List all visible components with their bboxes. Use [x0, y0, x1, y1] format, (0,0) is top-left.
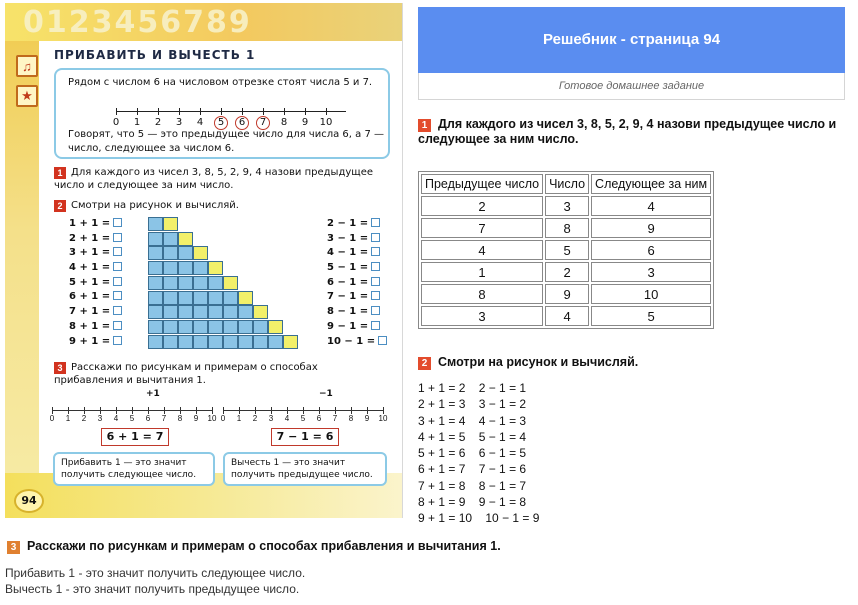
equation-text: 4 − 1 =	[327, 247, 369, 259]
table-cell: 4	[421, 240, 543, 260]
mini-line-label: 4	[284, 414, 290, 423]
mini-line-tick	[148, 407, 149, 414]
mini-line-label: 5	[129, 414, 135, 423]
number-line-tick	[116, 108, 117, 115]
grid-cell	[163, 276, 178, 290]
right-equations	[327, 218, 387, 350]
task-3-text: Расскажи по рисункам и примерам о способах прибавления и вычитания 1.	[27, 539, 501, 553]
table-cell: 3	[421, 306, 543, 326]
grid-cell	[193, 305, 208, 319]
number-line-label: 1	[133, 117, 141, 128]
mini-line-tick	[383, 407, 384, 414]
mini-line-label: 4	[113, 414, 119, 423]
grid-cell	[268, 335, 283, 349]
number-line-tick	[179, 108, 180, 115]
table-cell: 4	[545, 306, 589, 326]
equation	[327, 306, 387, 321]
grid-cell	[148, 246, 163, 260]
grid-cell	[283, 335, 298, 349]
answer-square	[371, 247, 380, 256]
plus-one-label: +1	[146, 389, 160, 399]
mini-line-label: 0	[49, 414, 55, 423]
task-1-text: Для каждого из чисел 3, 8, 5, 2, 9, 4 назови предыдущее число и следующее за ним число.	[418, 117, 837, 146]
equation	[69, 291, 122, 306]
mini-line-label: 2	[81, 414, 87, 423]
star-icon: ★	[16, 85, 38, 107]
table-cell: 6	[591, 240, 711, 260]
equation-text: 5 + 1 =	[69, 276, 111, 288]
answer-square	[113, 233, 122, 242]
mini-line-tick	[164, 407, 165, 414]
mini-line-label: 7	[161, 414, 167, 423]
number-line-label: 4	[196, 117, 204, 128]
equation	[69, 247, 122, 262]
mini-line-tick	[100, 407, 101, 414]
equation-text: 9 + 1 =	[69, 335, 111, 347]
table-row	[421, 240, 711, 260]
table-row	[421, 218, 711, 238]
mini-line-tick	[351, 407, 352, 414]
number-line-tick	[158, 108, 159, 115]
equation	[327, 291, 387, 306]
mini-line-label: 3	[268, 414, 274, 423]
task-badge: 3	[54, 362, 66, 374]
example-minus: 7 − 1 = 6	[271, 428, 339, 446]
page-header-strip	[5, 3, 403, 41]
calculation-line: 2 + 1 = 3 3 − 1 = 2	[418, 397, 527, 412]
mini-line-label: 8	[177, 414, 183, 423]
mini-line-tick	[239, 407, 240, 414]
mini-line-tick	[223, 407, 224, 414]
grid-cell	[238, 335, 253, 349]
answer-square	[371, 218, 380, 227]
grid-cell	[208, 335, 223, 349]
grid-cell	[208, 276, 223, 290]
book-task-3	[54, 361, 389, 387]
grid-cell	[178, 246, 193, 260]
book-task-3-text: Расскажи по рисункам и примерам о способах прибавления и вычитания 1.	[54, 362, 318, 386]
grid-cell	[148, 291, 163, 305]
table-header: Следующее за ним	[591, 174, 711, 194]
calculation-line: 9 + 1 = 10 10 − 1 = 9	[418, 511, 540, 526]
mini-line-label: 7	[332, 414, 338, 423]
mini-line-label: 3	[97, 414, 103, 423]
equation	[327, 233, 387, 248]
grid-cell	[223, 276, 238, 290]
task-badge: 1	[54, 167, 66, 179]
task-badge: 2	[54, 200, 66, 212]
grid-cell	[193, 320, 208, 334]
rule-minus-box: Вычесть 1 — это значит получить предыдущее число.	[223, 452, 387, 486]
answer-square	[113, 218, 122, 227]
table-cell: 2	[545, 262, 589, 282]
grid-cell	[178, 320, 193, 334]
task-2-heading	[418, 355, 638, 370]
table-cell: 4	[591, 196, 711, 216]
page-header-title: Решебник - страница 94	[418, 7, 845, 73]
calculation-line: 1 + 1 = 2 2 − 1 = 1	[418, 381, 527, 395]
answer-square	[371, 233, 380, 242]
table-cell: 9	[591, 218, 711, 238]
grid-cell	[178, 232, 193, 246]
answer-square	[113, 262, 122, 271]
grid-cell	[223, 291, 238, 305]
answer-square	[113, 321, 122, 330]
grid-cell	[193, 261, 208, 275]
grid-cell	[163, 320, 178, 334]
grid-cell	[148, 320, 163, 334]
equation-text: 7 + 1 =	[69, 306, 111, 318]
task-number-badge: 3	[7, 541, 20, 554]
grid-cell	[163, 261, 178, 275]
number-line-tick	[305, 108, 306, 115]
grid-cell	[178, 291, 193, 305]
mini-line-label: 10	[207, 414, 217, 423]
grid-cell	[178, 305, 193, 319]
equation-text: 10 − 1 =	[327, 335, 376, 347]
equation	[69, 321, 122, 336]
answer-square	[113, 277, 122, 286]
answer-square	[113, 336, 122, 345]
textbook-page	[5, 3, 403, 518]
grid-cell	[193, 291, 208, 305]
intro-text-1: Рядом с числом 6 на числовом отрезке стоят числа 5 и 7.	[68, 77, 373, 88]
task-number-badge: 1	[418, 119, 431, 132]
equation-text: 3 + 1 =	[69, 247, 111, 259]
grid-cell	[193, 335, 208, 349]
minus-one-label: −1	[319, 389, 333, 399]
number-line-label: 6	[235, 116, 249, 130]
number-line	[112, 106, 346, 130]
equation-text: 7 − 1 =	[327, 291, 369, 303]
table-row	[421, 306, 711, 326]
bell-icon: ♫	[16, 55, 38, 77]
number-line-label: 8	[280, 117, 288, 128]
table-header: Число	[545, 174, 589, 194]
table-row	[421, 284, 711, 304]
number-line-tick	[221, 108, 222, 115]
grid-cell	[178, 276, 193, 290]
intro-text-2: Говорят, что 5 — это предыдущее число для числа 6, а 7 — число, следующее за числом 6.	[68, 129, 384, 154]
example-plus: 6 + 1 = 7	[101, 428, 169, 446]
table-row	[421, 262, 711, 282]
mini-line-tick	[180, 407, 181, 414]
staircase-picture	[148, 217, 310, 351]
mini-line-tick	[271, 407, 272, 414]
task-3-answer-2: Вычесть 1 - это значит получить предыдущее число.	[5, 582, 300, 596]
equation	[327, 247, 387, 262]
grid-cell	[223, 335, 238, 349]
answer-square	[378, 336, 387, 345]
grid-cell	[238, 320, 253, 334]
number-line-label: 2	[154, 117, 162, 128]
book-task-1	[54, 166, 389, 192]
grid-cell	[208, 320, 223, 334]
mini-line-tick	[68, 407, 69, 414]
header-digits: 0123456789	[23, 5, 252, 40]
equation-text: 2 + 1 =	[69, 232, 111, 244]
mini-line-label: 9	[193, 414, 199, 423]
grid-cell	[238, 291, 253, 305]
equation	[69, 262, 122, 277]
mini-line-tick	[84, 407, 85, 414]
number-line-tick	[242, 108, 243, 115]
book-task-2-text: Смотри на рисунок и вычисляй.	[71, 200, 239, 211]
mini-line-tick	[196, 407, 197, 414]
equation-text: 5 − 1 =	[327, 262, 369, 274]
intro-box	[54, 68, 390, 159]
number-line-label: 7	[256, 116, 270, 130]
table-cell: 3	[545, 196, 589, 216]
grid-cell	[163, 305, 178, 319]
mini-line-label: 0	[220, 414, 226, 423]
grid-cell	[163, 291, 178, 305]
answer-square	[371, 321, 380, 330]
table-row	[421, 196, 711, 216]
mini-line-tick	[303, 407, 304, 414]
equation	[327, 262, 387, 277]
grid-cell	[193, 246, 208, 260]
equation	[69, 218, 122, 233]
rule-plus-box: Прибавить 1 — это значит получить следующее число.	[53, 452, 215, 486]
equation	[327, 336, 387, 351]
table-header: Предыдущее число	[421, 174, 543, 194]
number-line-tick	[137, 108, 138, 115]
answer-square	[371, 277, 380, 286]
grid-cell	[163, 246, 178, 260]
grid-cell	[148, 305, 163, 319]
equation-text: 8 + 1 =	[69, 320, 111, 332]
table-cell: 9	[545, 284, 589, 304]
equation-text: 1 + 1 =	[69, 218, 111, 229]
mini-line-label: 2	[252, 414, 258, 423]
mini-line-tick	[335, 407, 336, 414]
grid-cell	[253, 335, 268, 349]
equation-text: 6 − 1 =	[327, 276, 369, 288]
task-number-badge: 2	[418, 357, 431, 370]
grid-cell	[178, 335, 193, 349]
mini-line-label: 6	[316, 414, 322, 423]
equation	[69, 233, 122, 248]
mini-line-label: 5	[300, 414, 306, 423]
equation-text: 6 + 1 =	[69, 291, 111, 303]
number-line-tick	[263, 108, 264, 115]
grid-cell	[238, 305, 253, 319]
number-line-tick	[284, 108, 285, 115]
answer-square	[113, 306, 122, 315]
grid-cell	[163, 217, 178, 231]
table-cell: 7	[421, 218, 543, 238]
mini-line-tick	[116, 407, 117, 414]
calculation-line: 3 + 1 = 4 4 − 1 = 3	[418, 413, 527, 428]
task-2-calculations	[418, 380, 539, 527]
mini-line-tick	[212, 407, 213, 414]
equation-text: 9 − 1 =	[327, 320, 369, 332]
grid-cell	[253, 320, 268, 334]
page-number: 94	[14, 489, 44, 513]
answer-square	[371, 306, 380, 315]
grid-cell	[148, 276, 163, 290]
task-2-text: Смотри на рисунок и вычисляй.	[438, 355, 639, 369]
grid-cell	[253, 305, 268, 319]
grid-cell	[208, 261, 223, 275]
number-line-label: 0	[112, 117, 120, 128]
table-cell: 1	[421, 262, 543, 282]
number-line-label: 5	[214, 116, 228, 130]
mini-line-tick	[367, 407, 368, 414]
task-1-heading	[418, 117, 838, 147]
answer-square	[113, 247, 122, 256]
grid-cell	[223, 320, 238, 334]
mini-line-tick	[52, 407, 53, 414]
calculation-line: 8 + 1 = 9 9 − 1 = 8	[418, 495, 527, 510]
mini-line-tick	[287, 407, 288, 414]
mini-line-label: 9	[364, 414, 370, 423]
table-cell: 3	[591, 262, 711, 282]
equation	[327, 218, 387, 233]
equation-text: 8 − 1 =	[327, 306, 369, 318]
book-task-2	[54, 199, 389, 212]
grid-cell	[193, 276, 208, 290]
answer-square	[371, 262, 380, 271]
grid-cell	[178, 261, 193, 275]
page-header-subtitle: Готовое домашнее задание	[418, 73, 845, 100]
grid-cell	[163, 232, 178, 246]
grid-cell	[148, 335, 163, 349]
grid-cell	[208, 305, 223, 319]
equation	[69, 306, 122, 321]
mini-number-line-plus	[49, 405, 217, 427]
mini-line-label: 8	[348, 414, 354, 423]
number-line-label: 9	[301, 117, 309, 128]
grid-cell	[268, 320, 283, 334]
grid-cell	[148, 232, 163, 246]
mini-line-tick	[132, 407, 133, 414]
equation	[327, 321, 387, 336]
table-cell: 2	[421, 196, 543, 216]
calculation-line: 7 + 1 = 8 8 − 1 = 7	[418, 478, 527, 493]
number-line-tick	[200, 108, 201, 115]
book-task-1-text: Для каждого из чисел 3, 8, 5, 2, 9, 4 назови предыдущее число и следующее за ним число.	[54, 167, 373, 191]
table-cell: 8	[545, 218, 589, 238]
table-cell: 5	[545, 240, 589, 260]
mini-line-tick	[255, 407, 256, 414]
answer-square	[371, 291, 380, 300]
number-line-label: 3	[175, 117, 183, 128]
equation-text: 3 − 1 =	[327, 232, 369, 244]
calculation-line: 6 + 1 = 7 7 − 1 = 6	[418, 462, 527, 477]
equation-text: 2 − 1 =	[327, 218, 369, 229]
mini-line-label: 1	[236, 414, 242, 423]
mini-number-line-minus	[220, 405, 388, 427]
table-cell: 10	[591, 284, 711, 304]
answer-table	[418, 171, 714, 329]
mini-line-label: 6	[145, 414, 151, 423]
equation-text: 4 + 1 =	[69, 262, 111, 274]
mini-line-label: 1	[65, 414, 71, 423]
task-3-heading	[7, 539, 501, 554]
task-3-answer-1: Прибавить 1 - это значит получить следующее число.	[5, 566, 306, 580]
number-line-tick	[326, 108, 327, 115]
grid-cell	[223, 305, 238, 319]
number-line-label: 10	[319, 117, 333, 128]
mini-line-tick	[319, 407, 320, 414]
answer-square	[113, 291, 122, 300]
equation	[69, 277, 122, 292]
grid-cell	[148, 217, 163, 231]
equation	[69, 336, 122, 351]
grid-cell	[208, 291, 223, 305]
table-cell: 8	[421, 284, 543, 304]
lesson-title: ПРИБАВИТЬ И ВЫЧЕСТЬ 1	[54, 48, 256, 62]
page-side-strip	[5, 41, 39, 518]
mini-line-label: 10	[378, 414, 388, 423]
calculation-line: 4 + 1 = 5 5 − 1 = 4	[418, 429, 527, 444]
calculation-line: 5 + 1 = 6 6 − 1 = 5	[418, 446, 527, 461]
grid-cell	[163, 335, 178, 349]
equation	[327, 277, 387, 292]
grid-cell	[148, 261, 163, 275]
left-equations	[69, 218, 122, 350]
table-cell: 5	[591, 306, 711, 326]
